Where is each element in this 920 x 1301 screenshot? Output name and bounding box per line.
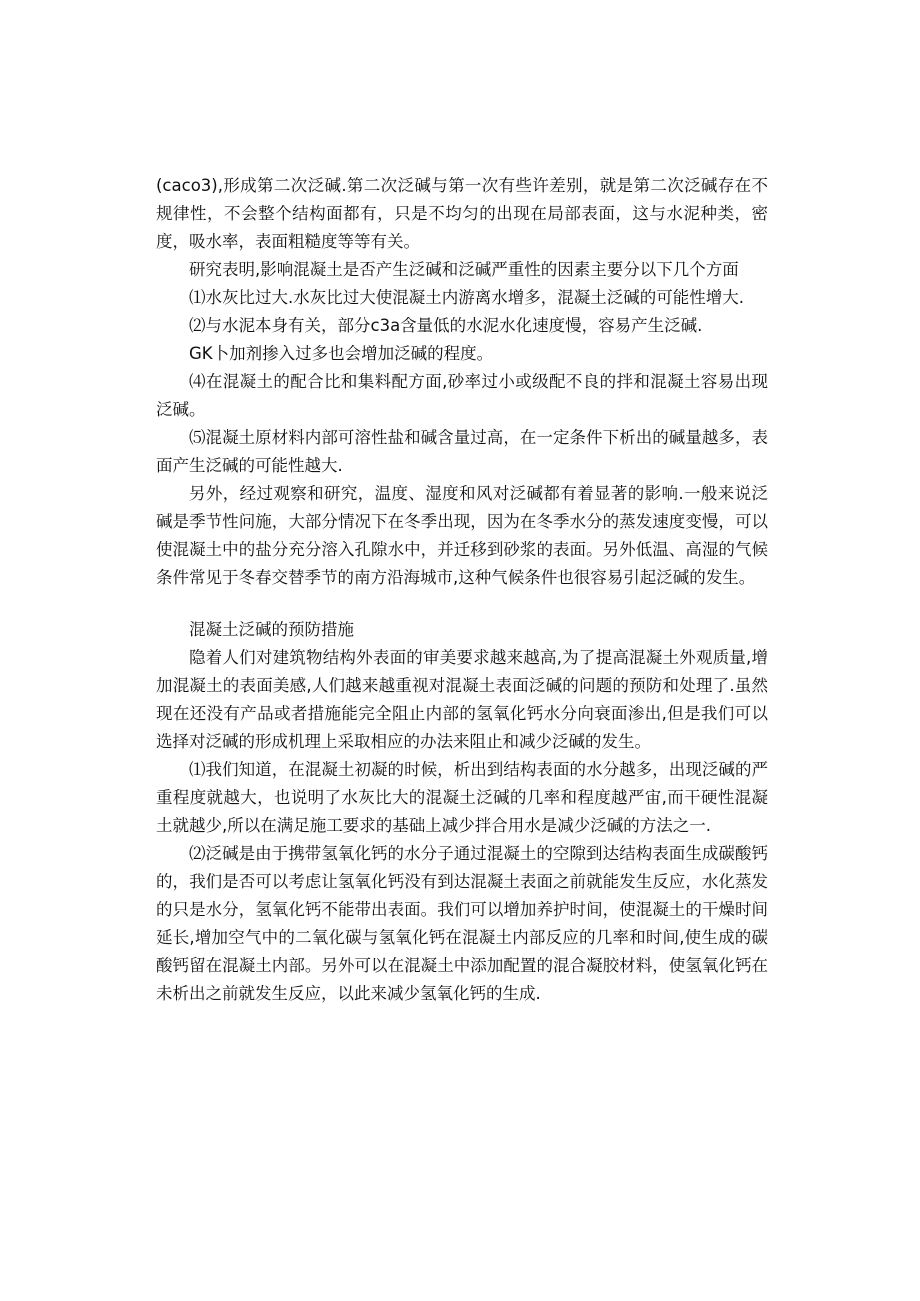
list-item-soluble-salts: ⑸混凝土原材料内部可溶性盐和碱含量过高，在一定条件下析出的碱量越多，表面产生泛碱的可能性越大. bbox=[156, 428, 768, 475]
paragraph-climate-effects: 另外，经过观察和研究，温度、湿度和风对泛碱都有着显著的影响.一般来说泛碱是季节性问施，大部分情况下在冬季出现，因为在冬季水分的蒸发速度变慢，可以使混凝土中的盐分充分溶入孔隙水中，并迁移到砂浆的表面。另外低温、高湿的气候条件常见于冬春交替季节的南方沿海城市,这种气候条件也很容易引起泛碱的发生。 bbox=[156, 484, 768, 587]
list-item-admixture: GK卜加剂掺入过多也会增加泛碱的程度。 bbox=[189, 344, 494, 363]
list-item-curing: ⑵泛碱是由于携带氢氧化钙的水分子通过混凝土的空隙到达结构表面生成碳酸钙的，我们是否可以考虑让氢氧化钙没有到达混凝土表面之前就能发生反应，水化蒸发的只是水分，氢氧化钙不能带出表面。我们可以增加养护时间，使混凝土的干燥时间延长,增加空气中的二氧化碳与氢氧化钙在混凝土内部反应的几率和时间,使生成的碳酸钙留在混凝土内部。另外可以在混凝土中添加配置的混合凝胶材料，使氢氧化钙在未析出之前就发生反应，以此来减少氢氧化钙的生成. bbox=[156, 844, 768, 1003]
paragraph-prevention-intro: 隐着人们对建筑物结构外表面的审美要求越来越高,为了提高混凝土外观质量,增加混凝土的表面美感,人们越来越重视对混凝土表面泛碱的问题的预防和处理了.虽然现在还没有产品或者措施能完全阻止内部的氢氧化钙水分向衰面渗出,但是我们可以选择对泛碱的形成机理上采取相应的办法来阻止和减少泛碱的发生。 bbox=[156, 648, 768, 751]
list-item-water-cement-ratio: ⑴水灰比过大.水灰比过大使混凝土内游离水增多，混凝土泛碱的可能性增大. bbox=[189, 288, 744, 307]
paragraph-research-intro: 研究表明,影响混凝土是否产生泛碱和泛碱严重性的因素主要分以下几个方面 bbox=[189, 260, 739, 279]
list-item-cement-type: ⑵与水泥本身有关，部分c3a含量低的水泥水化速度慢，容易产生泛碱. bbox=[189, 316, 703, 335]
section-heading: 混凝土泛碱的预防措施 bbox=[189, 620, 354, 639]
list-item-reduce-water: ⑴我们知道，在混凝土初凝的时候，析出到结构表面的水分越多，出现泛碱的严重程度就越大，也说明了水灰比大的混凝土泛碱的几率和程度越严宙,而干硬性混凝土就越少,所以在满足施工要求的基础上减少拌合用水是减少泛碱的方法之一. bbox=[156, 760, 768, 835]
list-item-mix-ratio: ⑷在混凝土的配合比和集料配方面,砂率过小或级配不良的拌和混凝土容易出现泛碱。 bbox=[156, 372, 768, 419]
paragraph-continuation: (caco3),形成第二次泛碱.第二次泛碱与第一次有些许差别，就是第二次泛碱存在不规律性，不会整个结构面都有，只是不均匀的出现在局部表面，这与水泥种类，密度，吸水率，表面粗糙度等等有关。 bbox=[156, 176, 768, 251]
document-body bbox=[156, 172, 768, 1008]
